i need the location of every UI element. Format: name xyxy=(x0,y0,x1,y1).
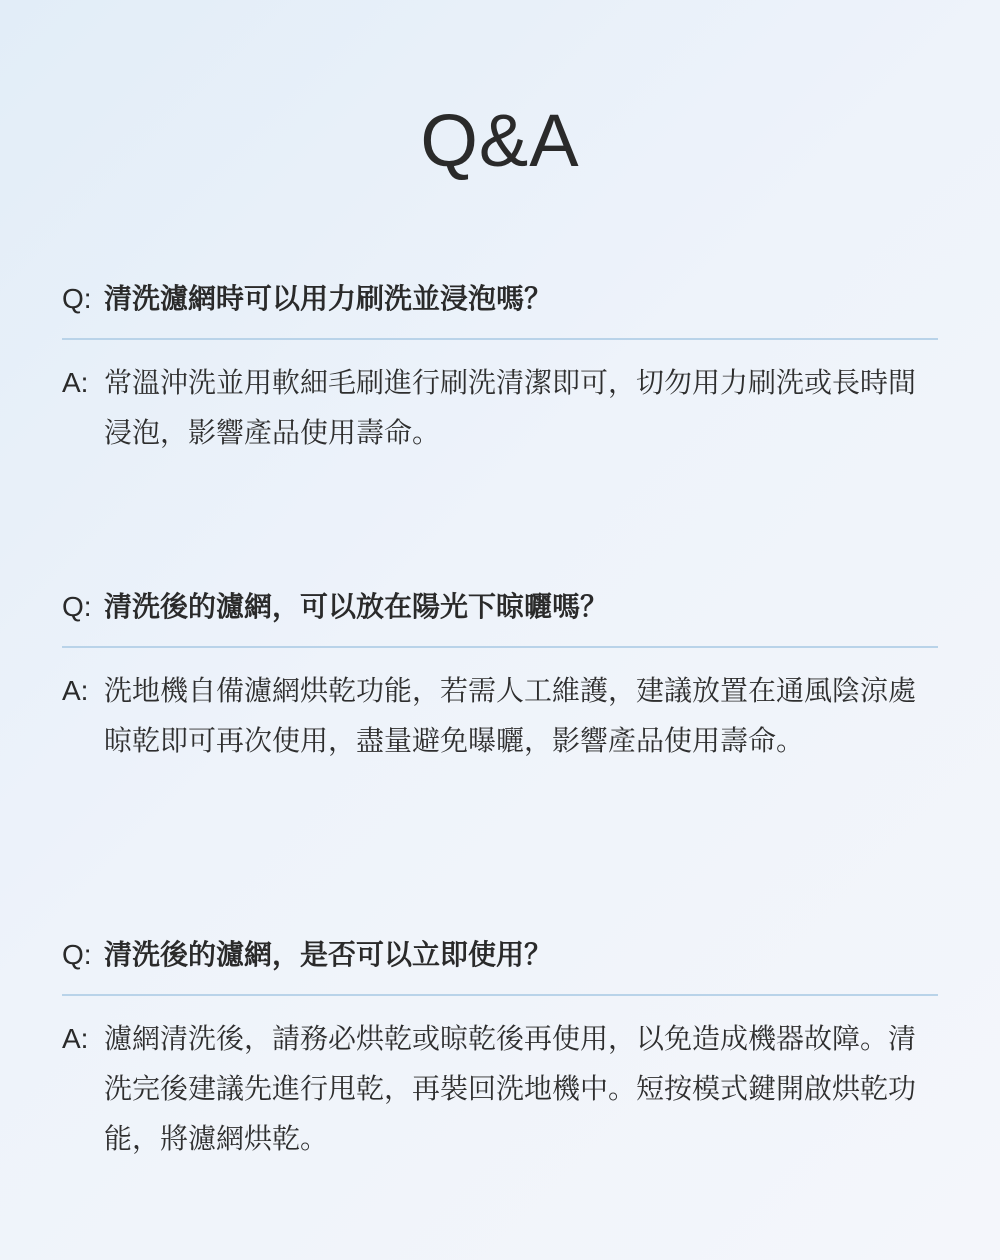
question-prefix: Q: xyxy=(62,591,92,622)
divider xyxy=(62,994,938,996)
answer-row xyxy=(62,358,938,458)
answer-text: 常溫沖洗並用軟細毛刷進行刷洗清潔即可，切勿用力刷洗或長時間浸泡，影響產品使用壽命。 xyxy=(104,366,917,449)
qa-item xyxy=(62,934,938,1164)
answer-prefix: A: xyxy=(62,675,89,706)
answer-text: 洗地機自備濾網烘乾功能，若需人工維護，建議放置在通風陰涼處晾乾即可再次使用，盡量避免曝曬，影響產品使用壽命。 xyxy=(104,674,917,757)
qa-item xyxy=(62,586,938,766)
divider xyxy=(62,646,938,648)
question-row xyxy=(62,934,938,976)
question-text: 清洗後的濾網，是否可以立即使用？ xyxy=(104,938,553,971)
answer-prefix: A: xyxy=(62,367,89,398)
question-text: 清洗濾網時可以用力刷洗並浸泡嗎？ xyxy=(104,282,553,315)
question-text: 清洗後的濾網，可以放在陽光下晾曬嗎？ xyxy=(104,590,609,623)
page-title: Q&A xyxy=(420,99,580,182)
answer-text: 濾網清洗後，請務必烘乾或晾乾後再使用，以免造成機器故障。清洗完後建議先進行甩乾，再裝回洗地機中。短按模式鍵開啟烘乾功能，將濾網烘乾。 xyxy=(104,1022,917,1155)
question-prefix: Q: xyxy=(62,283,92,314)
divider xyxy=(62,338,938,340)
answer-prefix: A: xyxy=(62,1023,89,1054)
answer-row xyxy=(62,666,938,766)
question-row xyxy=(62,278,938,320)
question-row xyxy=(62,586,938,628)
qa-item xyxy=(62,278,938,458)
question-prefix: Q: xyxy=(62,939,92,970)
answer-row xyxy=(62,1014,938,1164)
